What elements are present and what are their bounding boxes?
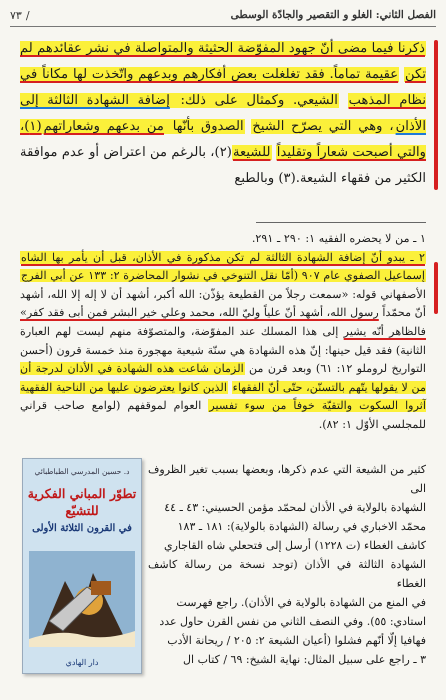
footnote-1: ١ ـ من لا يحضره الفقيه ١: ٢٩٠ ـ ٢٩١. [251, 232, 426, 245]
tail-line-7: استادي: ٥٥). وفي النصف الثاني من نفس القرن حاول عدد [159, 615, 426, 628]
tail-line-2: الشهادة بالولاية في الأذان لمحمّد مؤمن الحسيني: ٤٣ ـ ٤٤ [164, 501, 426, 514]
footnote-2 [20, 249, 426, 435]
line-4-key-phrase: من بدعهم وشعاراتهم [43, 119, 164, 134]
main-paragraph [20, 36, 426, 192]
line-3c: ، وهي التي يصرّح الشيخ [252, 119, 394, 134]
tail-line-6: في المنع من الشهادة بالولاية في الأذان). راجع فهرست [176, 596, 426, 609]
line-5c: (٣) وبالطبع [234, 171, 296, 186]
tail-line-5: الشهادة الثالثة في الأذان (توجد نسخة من رسالة كاشف الغطاء [148, 558, 426, 590]
footnote-2-line-2: إسماعيل الصفوي عام ٩٠٧ (أمّا نقل التنوخي في نشوار المحاضرة ٢: ١٣٣ عن أبي الفرج [21, 269, 425, 283]
chapter-title: الفصل الثاني: الغلو و التقصير والجادّة الوسطى [230, 9, 436, 21]
footnote-2-line-8: الذين كانوا يعترضون عليها من الناحية الفقهية آثروا السكوت والتقيّة خوفاً من سوء تفسير [20, 380, 426, 413]
tail-line-8: فهافيا إلّا أنّهم فشلوا (أعيان الشيعة ٢: ٢٠٥ / ريحانة الأدب [167, 634, 426, 647]
footnote-2-line-3: الأصفهاني قوله: «سمعت رجلاً من القطيعة يؤذّن: الله أكبر، أشهد أن لا إله إلا الله، أشهد أنّ محمّداً [20, 287, 427, 320]
page-number-wrap [10, 9, 30, 22]
cover-title [27, 485, 137, 519]
cover-subtitle: في القرون الثلاثة الأولى [32, 523, 132, 534]
page-number: ٧٣ [10, 8, 22, 22]
tail-line-4: كاشف الغطاء (ت ١٢٢٨) أرسل إلى فتحعلي شاه القاجاري [163, 539, 426, 552]
line-1: ذكرنا فيما مضى أنّ جهود المفوّضة الحثيثة والمتواصلة في نشر عقائدهم لم تكن [20, 41, 426, 82]
line-5b: (٢)، بالرغم من اعتراض أو عدم موافقة الكثير من فقهاء الشيعة. [20, 145, 426, 186]
cover-title-line-1: تطوّر المباني الفكرية [27, 486, 137, 501]
cover-author: د. حسين المدرسي الطباطبائي [34, 467, 130, 476]
margin-mark-2 [434, 262, 438, 314]
running-header [10, 6, 436, 24]
line-3-key-phrase: إضافة الشهادة الثالثة إلى الأذان [20, 93, 426, 134]
header-rule [10, 26, 436, 27]
cover-publisher: دار الهادي [65, 658, 99, 667]
footnote-3: ٣ ـ راجع على سبيل المثال: نهاية الشيخ: ٦٩ / كتاب ال [183, 653, 426, 666]
line-4a: الصدوق بأنّها [165, 119, 244, 134]
book-cover-image [22, 458, 142, 674]
cover-title-line-2: للتشيّع [65, 503, 99, 518]
footnote-2-line-1: ٢ ـ يبدو أنّ إضافة الشهادة الثالثة لم تكن مذكورة في الأذان، قبل أن يأمر بها الشاه [21, 250, 425, 264]
line-5a: للشيعة [232, 145, 271, 160]
footnote-separator [256, 222, 426, 223]
footnote-2-line-6: الشهادة هي سنّة شيعية مهجورة منذ خمسة قرون (أحسن التواريخ لروملو ١٢: ٦١) وبعد قرن من [20, 343, 426, 376]
tail-line-1: كثير من الشيعة التي عدم ذكرها، وبعضها بسبب تغير الظروف الى [148, 463, 426, 495]
line-2: عقيمة تماماً. فقد تغلغلت بعض أفكارهم وبدعهم واتّخذت لها مكاناً في نظام المذهب [20, 67, 427, 108]
cover-artwork [29, 551, 135, 647]
tail-line-3: محمّد الاخباري في رسالة (الشهادة بالولاية): ١٨١ ـ ١٨٣ [177, 520, 426, 533]
margin-mark-1 [434, 40, 438, 190]
footnote-2-line-7: الزمان شاعت هذه الشهادة في الأذان لدرجة أن من لا يقولها يتّهم بالتسنّن، حتّى أنّ الفقهاء [20, 362, 427, 394]
footnote-2-line-5: إلى هذا المسلك عند المفوّضة، والمتصوّفة منهم ليست لهم العبارة الثانية) فقد قيل حينها: إنّ هذه [20, 324, 426, 357]
footnote-2-line-4: رسول الله، أشهد أنّ علياً وليّ الله، محمد وعلي خير البشر فمن أبى فقد كفر» فالظاهر أنّه يشير [20, 306, 426, 338]
line-3a: الشيعي. وكمثال على ذلك: [171, 93, 338, 108]
footnote-2-line-9: العوام لموقفهم (لوامع صاحب قراني للمجلسي الأوّل ١: ٨٢). [20, 399, 426, 431]
footnotes [20, 230, 426, 435]
line-4c: (١)، والتي أصبحت شعاراً وتقليداً [20, 119, 426, 160]
footnote-continuation [148, 460, 426, 669]
slash-separator: / [25, 8, 30, 22]
